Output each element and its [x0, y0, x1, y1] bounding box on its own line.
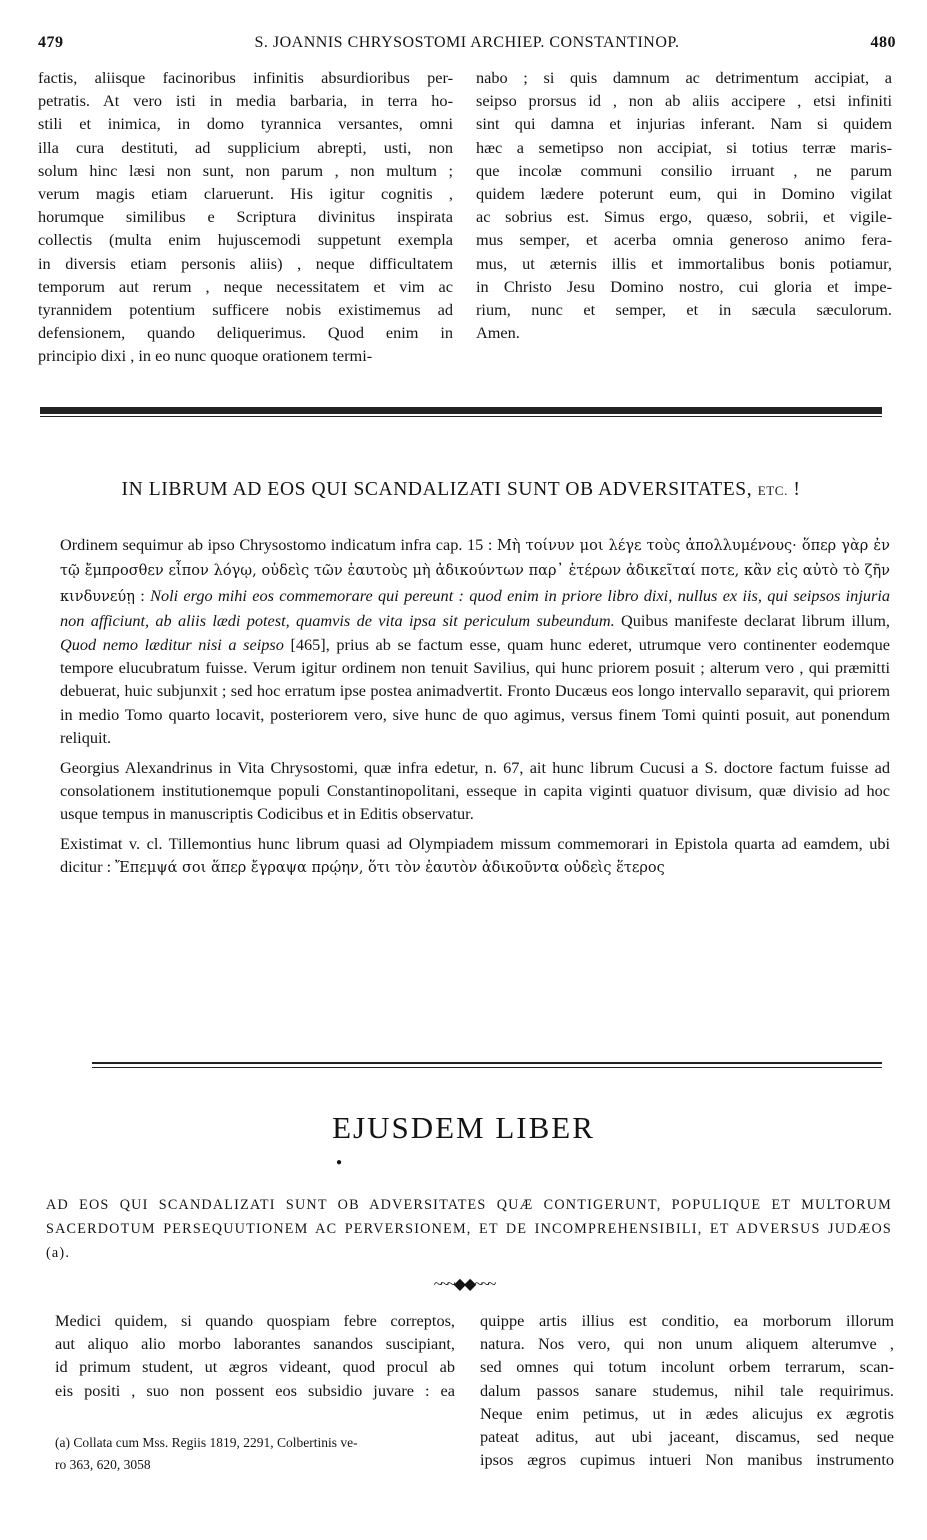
- section-heading-mark: !: [793, 479, 801, 500]
- page-number-left: 479: [38, 34, 64, 51]
- page-number-right: 480: [870, 34, 896, 51]
- section-divider-thin: [40, 416, 882, 417]
- footnote-line-2: ro 363, 620, 3058: [55, 1457, 151, 1472]
- intro-paragraph-3: [60, 832, 890, 881]
- text-line: sint qui damna et injurias inferant. Nam si quidem: [476, 114, 892, 134]
- text-line: in Christo Jesu Domino nostro, cui gloria et impe-: [476, 276, 892, 296]
- intro-p1-text-c: Quibus manifeste declarat librum illum,: [614, 611, 890, 631]
- text-line: ipsos ægros cupimus intueri Non manibus instrumento: [480, 1450, 894, 1470]
- text-line: seipso prorsus id , non ab aliis accipere , etsi infiniti: [476, 91, 892, 111]
- liber-title: EJUSDEM LIBER: [332, 1110, 595, 1145]
- text-line: petratis. At vero isti in media barbaria, in terra ho-: [38, 91, 453, 111]
- ornament-divider: ~~~◆◆~~~: [433, 1276, 495, 1293]
- intro-p1-sep: :: [134, 585, 151, 605]
- intro-p1-text-a: Ordinem sequimur ab ipso Chrysostomo indicatum infra cap. 15 :: [60, 535, 493, 554]
- footnote-line-1: (a) Collata cum Mss. Regiis 1819, 2291, Colbertinis ve-: [55, 1435, 358, 1450]
- text-line: quidem lædere poterunt eum, qui in Domino vigilat: [476, 184, 892, 204]
- text-line: sed omnes qui totum incolunt orbem terrarum, scan-: [480, 1357, 894, 1377]
- text-line: ac sobrius est. Simus ergo, quæso, sobrii, et vigile-: [476, 207, 892, 227]
- text-line: mus, ut æternis illis et immortalibus bonis potiamur,: [476, 253, 892, 273]
- intro-p1-italic: Noli ergo mihi eos commemorare qui pereunt : quod enim in priore libro dixi, nullus ex iis, qui seipsos injuria non afficiunt, ab aliis lædi potest, quamvis de vita ipsa sit periculum subeundum.: [60, 585, 890, 631]
- text-line: pateat aditus, aut ubi jaceant, discamus, sed neque: [480, 1427, 894, 1447]
- bottom-left-column: [55, 1309, 455, 1402]
- text-line: temporum aut rerum , neque necessitatem et vim ac: [38, 276, 453, 296]
- top-right-column: [476, 66, 892, 344]
- liber-subtitle: [46, 1193, 892, 1265]
- intro-p3-greek: Ἔπεμψά σοι ἅπερ ἔγραψα πρῴην, ὅτι τὸν ἑαυτὸν ἀδικοῦντα οὐδεὶς ἕτερος: [115, 860, 665, 877]
- bottom-right-column: [480, 1309, 894, 1471]
- running-header: [38, 34, 896, 56]
- text-line: defensionem, quando deliquerimus. Quod enim in: [38, 323, 453, 343]
- running-title: S. JOANNIS CHRYSOSTOMI ARCHIEP. CONSTANTINOP.: [254, 34, 680, 51]
- section-heading-etc: ETC.: [757, 483, 788, 498]
- text-line: eis positi , suo non possent eos subsidio juvare : ea: [55, 1380, 455, 1400]
- intro-paragraph-1: [60, 533, 890, 750]
- intro-paragraph-2: Georgius Alexandrinus in Vita Chrysostomi, quæ infra edetur, n. 67, ait hunc librum Cucusi a S. doctore factum fuisse ad consolationem institutionemque populi Constantinopolitani, esseque in capita viginti quatuor divisum, quæ divisio ad hoc usque tempus in manuscriptis Codicibus et in Editis observatur.: [60, 757, 890, 824]
- text-line: aut aliquo alio morbo laborantes sanandos suscipiant,: [55, 1334, 455, 1354]
- text-line: dalum passos sanare studemus, nihil tale requirimus.: [480, 1380, 894, 1400]
- text-line: Neque enim petimus, ut in ædes alicujus ex ægrotis: [480, 1403, 894, 1423]
- text-line: horumque similibus e Scriptura divinitus inspirata: [38, 207, 453, 227]
- text-line: nabo ; si quis damnum ac detrimentum accipiat, a: [476, 68, 892, 87]
- text-line: id primum student, ut ægros videant, quod procul ab: [55, 1357, 455, 1377]
- liber-subtitle-note: (a).: [46, 1245, 71, 1261]
- text-line: natura. Nos vero, qui non unum aliquem alterumve ,: [480, 1334, 894, 1354]
- top-left-column: [38, 66, 453, 368]
- text-line: Medici quidem, si quando quospiam febre correptos,: [55, 1311, 455, 1330]
- text-line: factis, aliisque facinoribus infinitis absurdioribus per-: [38, 68, 453, 87]
- text-line: rium, nunc et semper, et in sæcula sæculorum.: [476, 300, 892, 320]
- text-line: mus semper, et acerba omnia generoso animo fera-: [476, 230, 892, 250]
- liber-divider: [92, 1062, 882, 1068]
- text-line: tyrannidem potentium sufficere nobis existimemus ad: [38, 300, 453, 320]
- text-line: in diversis etiam personis aliis) , neque difficultatem: [38, 253, 453, 273]
- intro-p1-greek: Μὴ τοίνυν μοι λέγε τοὺς ἀπολλυμένους· ὅπερ γὰρ ἐν τῷ ἔμπροσθεν εἶπον λόγῳ, οὐδεὶς τῶν ἑαυτοὺς μὴ ἀδικούντων παρ᾽ ἑτέρων ἀδικεῖταί ποτε, κἂν εἰς αὐτὸ τὸ ζῆν κινδυνεύῃ: [60, 538, 890, 605]
- introduction: [60, 533, 890, 887]
- intro-p1-book-title: Quod nemo læditur nisi a seipso: [60, 634, 284, 654]
- section-divider-thick: [40, 407, 882, 414]
- text-line: verum magis etiam claruerunt. His igitur cognitis ,: [38, 184, 453, 204]
- text-line: que incolæ communi consilio irruant , ne parum: [476, 160, 892, 180]
- intro-p3-text: Existimat v. cl. Tillemontius hunc librum quasi ad Olympiadem missum commemorari in Epistola quarta ad eamdem, ubi dicitur :: [60, 833, 890, 877]
- text-line: hæc a semetipso non accipiat, si totius terræ maris-: [476, 137, 892, 157]
- text-line: principio dixi , in eo nunc quoque orationem termi-: [38, 346, 373, 366]
- liber-dot: ●: [336, 1157, 343, 1168]
- text-line: Amen.: [476, 323, 520, 343]
- text-line: quippe artis illius est conditio, ea morborum illorum: [480, 1311, 894, 1330]
- section-heading-text: IN LIBRUM AD EOS QUI SCANDALIZATI SUNT OB ADVERSITATES,: [121, 479, 753, 500]
- section-heading: [40, 479, 882, 501]
- text-line: solum hinc læsi non sunt, non parum , non multum ;: [38, 160, 453, 180]
- text-line: collectis (multa enim hujuscemodi suppetunt exempla: [38, 230, 453, 250]
- intro-p1-text-d: [465], prius ab se factum esse, quam hunc ederet, utrumque vero continenter eodemque tempore elucubratum fuisse. Verum igitur ordinem non tenuit Savilius, qui hunc priorem posuit ; alterum vero , qui præmitti debuerat, huic subjunxit ; sed hoc erratum ipse postea animadvertit. Fronto Ducæus eos longo intervallo separavit, qui priorem in medio Tomo quarto locavit, posteriorem vero, sive hunc de quo agimus, versus finem Tomi quinti posuit, aut ponendum reliquit.: [60, 634, 890, 748]
- footnote: [55, 1432, 459, 1476]
- liber-subtitle-text: AD EOS QUI SCANDALIZATI SUNT OB ADVERSITATES QUÆ CONTIGERUNT, POPULIQUE ET MULTORUM SACERDOTUM PERSEQUUTIONEM AC PERVERSIONEM, ET DE INCOMPREHENSIBILI, ET ADVERSUS JUDÆOS: [46, 1197, 892, 1237]
- text-line: stili et inimica, in domo tyrannica versantes, omni: [38, 114, 453, 134]
- text-line: illa cura destituti, ad supplicium abrepti, usti, non: [38, 137, 453, 157]
